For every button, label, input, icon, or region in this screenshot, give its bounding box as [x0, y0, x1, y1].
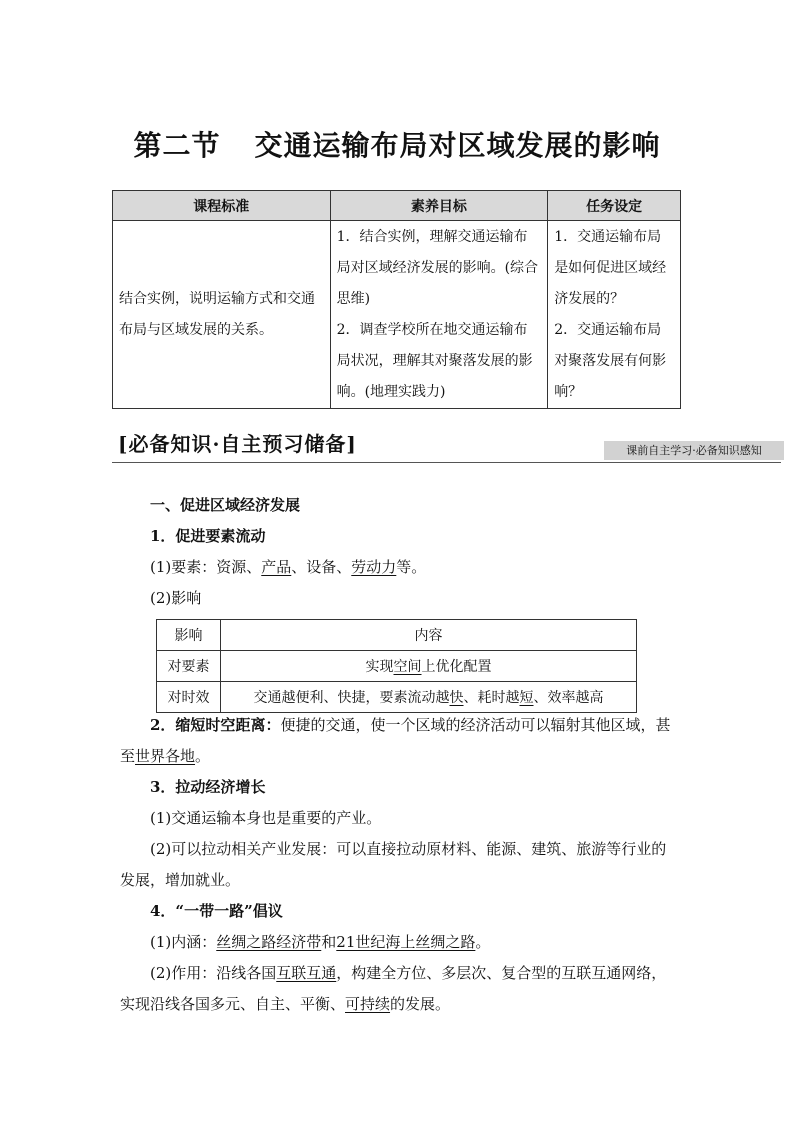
heading-1-1: 1．促进要素流动: [150, 527, 266, 545]
section-tag: 课前自主学习·必备知识感知: [604, 441, 784, 460]
impact-row-content: 交通越便利、快捷，要素流动越快、耗时越短、效率越高: [221, 682, 637, 713]
impact-header-label: 影响: [157, 620, 221, 651]
section-divider: [112, 462, 781, 463]
impact-table: [156, 619, 637, 713]
title-text: 交通运输布局对区域发展的影响: [254, 129, 661, 162]
paragraph-meaning: (1)内涵：丝绸之路经济带和21世纪海上丝绸之路。: [150, 933, 491, 951]
paragraph-impact: (2)影响: [150, 589, 202, 607]
impact-row-content: 实现空间上优化配置: [221, 651, 637, 682]
paragraph-industry: (1)交通运输本身也是重要的产业。: [150, 809, 382, 827]
impact-header-content: 内容: [221, 620, 637, 651]
cell-standard: 结合实例，说明运输方式和交通布局与区域发展的关系。: [113, 221, 331, 409]
heading-3: 3．拉动经济增长: [150, 778, 266, 796]
heading-4: 4．“一带一路”倡议: [150, 902, 283, 920]
cell-tasks: 1．交通运输布局是如何促进区域经济发展的？ 2．交通运输布局对聚落发展有何影响？: [548, 221, 681, 409]
header-goals: 素养目标: [330, 191, 548, 221]
curriculum-standards-table: [112, 190, 681, 409]
title-section-number: 第二节: [133, 129, 221, 162]
paragraph-time-space: 2．缩短时空距离：便捷的交通，使一个区域的经济活动可以辐射其他区域，甚至世界各地。: [120, 716, 671, 765]
impact-row-label: 对时效: [157, 682, 221, 713]
impact-row-label: 对要素: [157, 651, 221, 682]
section-heading: [必备知识·自主预习储备]: [118, 432, 357, 456]
page-title: [0, 124, 794, 164]
paragraph-related-industries: (2)可以拉动相关产业发展：可以直接拉动原材料、能源、建筑、旅游等行业的发展，增加就业。: [120, 840, 667, 889]
paragraph-role: (2)作用：沿线各国互联互通，构建全方位、多层次、复合型的互联互通网络，实现沿线各国多元、自主、平衡、可持续的发展。: [120, 964, 667, 1013]
header-tasks: 任务设定: [548, 191, 681, 221]
header-standard: 课程标准: [113, 191, 331, 221]
paragraph-factors: (1)要素：资源、产品、设备、劳动力等。: [150, 558, 427, 576]
heading-1: 一、促进区域经济发展: [150, 496, 301, 514]
cell-goals: 1．结合实例，理解交通运输布局对区域经济发展的影响。(综合思维) 2．调查学校所在地交通运输布局状况，理解其对聚落发展的影响。(地理实践力): [330, 221, 548, 409]
